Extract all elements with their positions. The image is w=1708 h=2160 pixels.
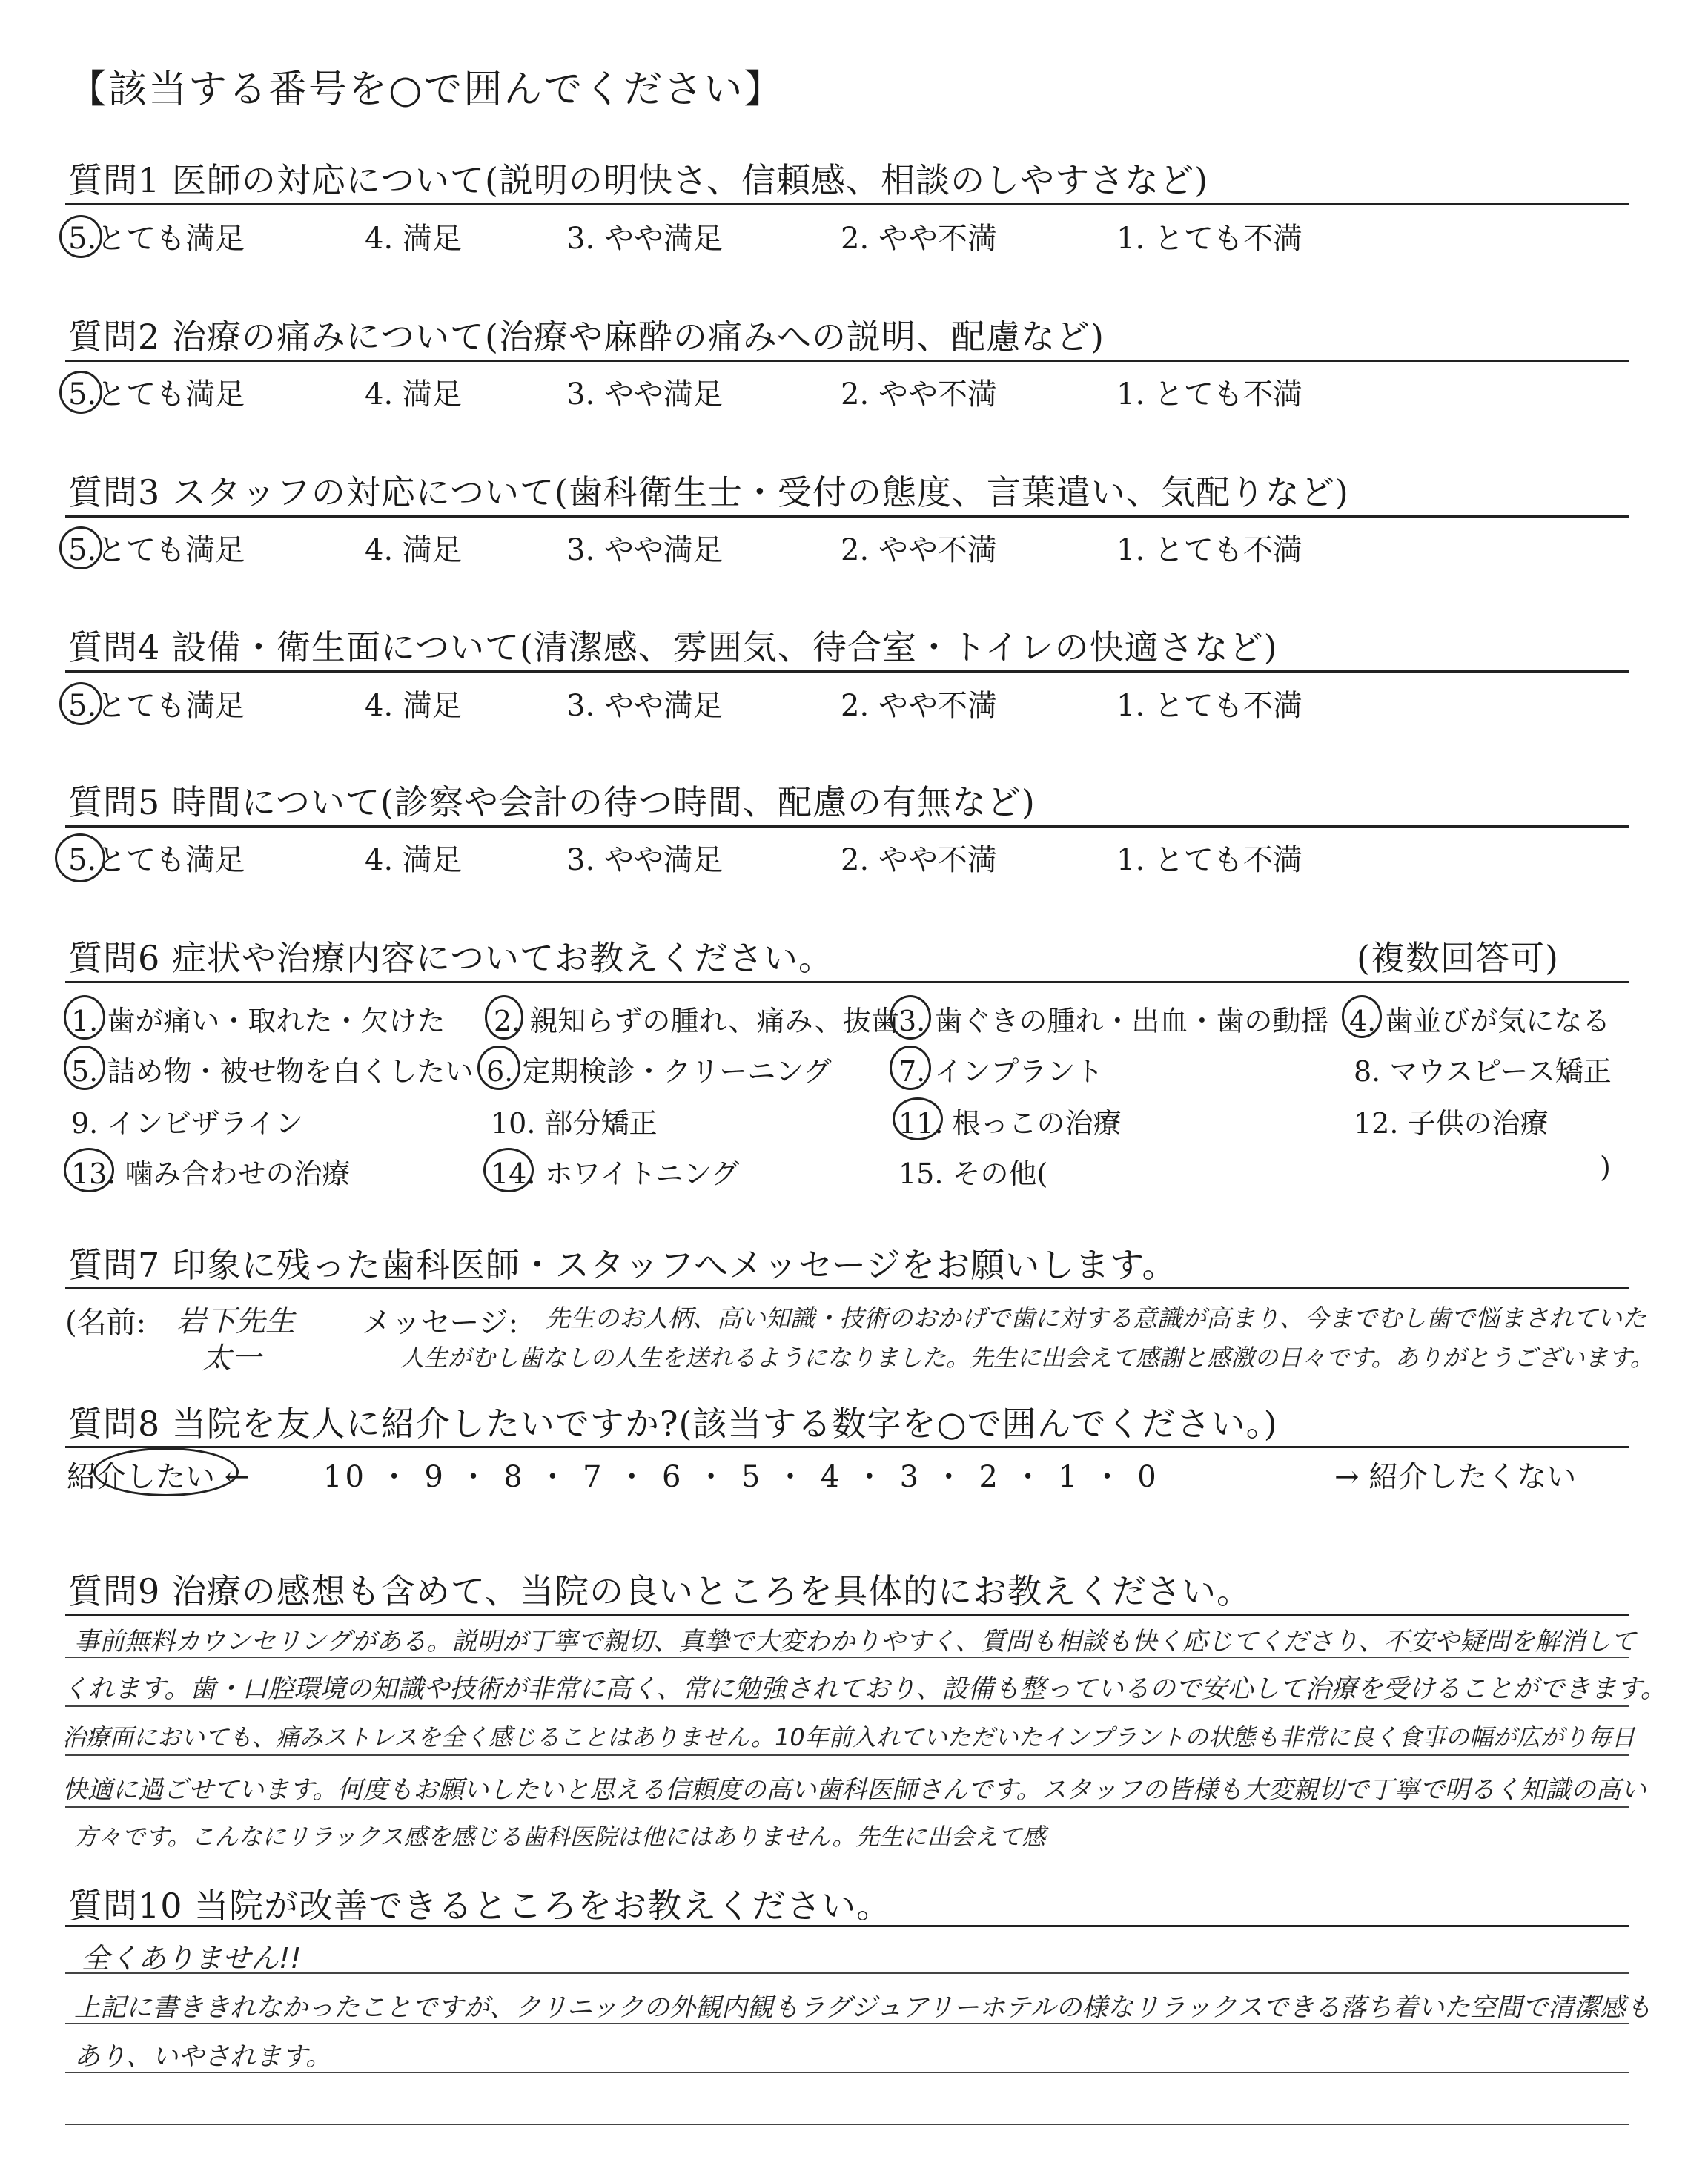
- q7-name-label: (名前:: [65, 1306, 147, 1340]
- q8-right-label[interactable]: → 紹介したくない: [1334, 1460, 1577, 1494]
- q10-line-1[interactable]: 全くありません!!: [82, 1942, 302, 1975]
- question-1-title: 質問1 医師の対応について(説明の明快さ、信頼感、相談のしやすさなど): [68, 160, 1209, 200]
- question-6-note: (複数回答可): [1357, 938, 1559, 978]
- q10-line-2[interactable]: 上記に書ききれなかったことですが、クリニックの外観内観もラグジュアリーホテルの様なリラックスできる落ち着いた空間で清潔感も: [74, 1993, 1652, 2023]
- q5-option-2[interactable]: 2. やや不満: [841, 843, 997, 877]
- q1-option-4[interactable]: 4. 満足: [365, 222, 462, 256]
- q5-option-3[interactable]: 3. やや満足: [566, 843, 723, 877]
- q2-selected-circle: [59, 371, 102, 414]
- question-2-title: 質問2 治療の痛みについて(治療や麻酔の痛みへの説明、配慮など): [68, 317, 1105, 357]
- q8-left-label[interactable]: 紹介したい ←: [67, 1460, 250, 1494]
- q6-option-9[interactable]: 9. インビザライン: [71, 1107, 304, 1140]
- q6-circle-4: [1342, 995, 1382, 1038]
- q6-option-5[interactable]: 5. 詰め物・被せ物を白くしたい: [71, 1055, 474, 1088]
- q6-option-10[interactable]: 10. 部分矯正: [491, 1107, 658, 1140]
- q10-line-rule-2: [65, 2023, 1629, 2024]
- q6-option-7[interactable]: 7. インプラント: [898, 1055, 1104, 1088]
- q6-option-15-close: ): [1600, 1151, 1611, 1183]
- q6-circle-3: [890, 995, 931, 1040]
- q1-option-1[interactable]: 1. とても不満: [1116, 222, 1302, 256]
- q9-line-4[interactable]: 快適に過ごせています。何度もお願いしたいと思える信頼度の高い歯科医師さんです。スタッフの皆様も大変親切で丁寧で明るく知識の高い: [62, 1775, 1646, 1805]
- q2-option-3[interactable]: 3. やや満足: [566, 377, 723, 412]
- q6-option-14[interactable]: 14. ホワイトニング: [491, 1157, 740, 1190]
- q1-option-2[interactable]: 2. やや不満: [841, 222, 997, 256]
- q5-option-4[interactable]: 4. 満足: [365, 843, 462, 877]
- question-10-rule: [65, 1925, 1629, 1927]
- question-8-rule: [65, 1446, 1629, 1448]
- question-4-title: 質問4 設備・衛生面について(清潔感、雰囲気、待合室・トイレの快適さなど): [68, 627, 1278, 667]
- question-3-title: 質問3 スタッフの対応について(歯科衛生士・受付の態度、言葉遣い、気配りなど): [68, 472, 1349, 512]
- q6-circle-11: [893, 1097, 943, 1140]
- q4-option-1[interactable]: 1. とても不満: [1116, 689, 1302, 723]
- q4-option-2[interactable]: 2. やや不満: [841, 689, 997, 723]
- q10-line-rule-3: [65, 2072, 1629, 2073]
- q6-option-1[interactable]: 1. 歯が痛い・取れた・欠けた: [71, 1005, 446, 1037]
- q6-option-15[interactable]: 15. その他(: [898, 1157, 1048, 1190]
- question-2-rule: [65, 360, 1629, 362]
- question-6-rule: [65, 981, 1629, 983]
- q3-option-5[interactable]: 5.とても満足: [68, 533, 245, 567]
- q6-option-11[interactable]: 11. 根っこの治療: [898, 1107, 1122, 1140]
- q6-option-12[interactable]: 12. 子供の治療: [1354, 1107, 1549, 1140]
- question-10-title: 質問10 当院が改善できるところをお教えください。: [68, 1886, 892, 1926]
- q3-option-3[interactable]: 3. やや満足: [566, 533, 723, 567]
- q1-selected-circle: [59, 215, 102, 258]
- q5-selected-circle: [55, 833, 105, 882]
- question-3-rule: [65, 515, 1629, 518]
- q3-option-2[interactable]: 2. やや不満: [841, 533, 997, 567]
- q6-circle-7: [890, 1046, 931, 1090]
- q2-option-4[interactable]: 4. 満足: [365, 377, 462, 412]
- q3-option-1[interactable]: 1. とても不満: [1116, 533, 1302, 567]
- question-9-rule: [65, 1614, 1629, 1616]
- q6-circle-14: [483, 1148, 534, 1192]
- question-1-rule: [65, 203, 1629, 205]
- q6-circle-5: [64, 1046, 105, 1090]
- question-5-title: 質問5 時間について(診察や会計の待つ時間、配慮の有無など): [68, 782, 1036, 822]
- q10-line-rule-1: [65, 1972, 1629, 1974]
- q6-option-13[interactable]: 13. 噛み合わせの治療: [71, 1157, 351, 1190]
- q6-circle-6: [477, 1046, 520, 1090]
- q5-option-1[interactable]: 1. とても不満: [1116, 843, 1302, 877]
- q2-option-1[interactable]: 1. とても不満: [1116, 377, 1302, 412]
- q6-option-2[interactable]: 2. 親知らずの腫れ、痛み、抜歯: [494, 1005, 899, 1037]
- question-9-title: 質問9 治療の感想も含めて、当院の良いところを具体的にお教えください。: [68, 1571, 1251, 1611]
- q9-line-rule-4: [65, 1806, 1629, 1808]
- q10-line-rule-4: [65, 2124, 1629, 2125]
- q7-name-value-2[interactable]: 太一: [202, 1341, 261, 1375]
- question-6-title: 質問6 症状や治療内容についてお教えください。: [68, 938, 833, 978]
- q5-option-5[interactable]: 5.とても満足: [68, 843, 245, 877]
- question-7-rule: [65, 1287, 1629, 1289]
- q1-option-3[interactable]: 3. やや満足: [566, 222, 723, 256]
- question-4-rule: [65, 670, 1629, 673]
- q8-selected-circle: [93, 1447, 239, 1496]
- q7-message-line-1[interactable]: 先生のお人柄、高い知識・技術のおかげで歯に対する意識が高まり、今までむし歯で悩まされていた: [546, 1304, 1646, 1332]
- q3-option-4[interactable]: 4. 満足: [365, 533, 462, 567]
- question-7-title: 質問7 印象に残った歯科医師・スタッフへメッセージをお願いします。: [68, 1245, 1177, 1285]
- q9-line-rule-3: [65, 1754, 1629, 1756]
- q1-option-5[interactable]: 5.とても満足: [68, 222, 245, 256]
- q2-option-5[interactable]: 5.とても満足: [68, 377, 245, 412]
- q9-line-1[interactable]: 事前無料カウンセリングがある。説明が丁寧で親切、真摯で大変わかりやすく、質問も相談も快く応じてくださり、不安や疑問を解消して: [74, 1627, 1636, 1657]
- question-5-rule: [65, 825, 1629, 828]
- q4-option-4[interactable]: 4. 満足: [365, 689, 462, 723]
- q6-option-6[interactable]: 6. 定期検診・クリーニング: [486, 1055, 832, 1088]
- question-8-title: 質問8 当院を友人に紹介したいですか?(該当する数字を○で囲んでください。): [68, 1404, 1278, 1444]
- q6-circle-1: [64, 995, 105, 1040]
- q4-option-3[interactable]: 3. やや満足: [566, 689, 723, 723]
- q4-option-5[interactable]: 5.とても満足: [68, 689, 245, 723]
- q9-line-5[interactable]: 方々です。こんなにリラックス感を感じる歯科医院は他にはありません。先生に出会えて感: [74, 1823, 1046, 1851]
- q3-selected-circle: [59, 526, 102, 569]
- q7-message-label: メッセージ:: [362, 1306, 519, 1340]
- q9-line-2[interactable]: くれます。歯・口腔環境の知識や技術が非常に高く、常に勉強されており、設備も整っているので安心して治療を受けることができます。: [62, 1674, 1666, 1704]
- q6-circle-2: [485, 995, 523, 1040]
- page-header: 【該当する番号を○で囲んでください】: [68, 67, 784, 112]
- q7-name-value-1[interactable]: 岩下先生: [176, 1304, 295, 1338]
- q2-option-2[interactable]: 2. やや不満: [841, 377, 997, 412]
- q7-message-line-2[interactable]: 人生がむし歯なしの人生を送れるようになりました。先生に出会えて感謝と感激の日々です。ありがとうございます。: [400, 1344, 1654, 1372]
- q6-circle-13: [64, 1148, 114, 1192]
- q10-line-3[interactable]: あり、いやされます。: [74, 2042, 332, 2072]
- q6-option-4[interactable]: 4. 歯並びが気になる: [1349, 1005, 1611, 1037]
- q6-option-8[interactable]: 8. マウスピース矯正: [1354, 1055, 1612, 1088]
- q9-line-rule-2: [65, 1705, 1629, 1707]
- q9-line-3[interactable]: 治療面においても、痛みストレスを全く感じることはありません。10年前入れていただいたインプラントの状態も非常に良く食事の幅が広がり毎日: [62, 1723, 1635, 1751]
- q8-scale[interactable]: 10 ・ 9 ・ 8 ・ 7 ・ 6 ・ 5 ・ 4 ・ 3 ・ 2 ・ 1 ・ 0: [323, 1460, 1159, 1494]
- q6-option-3[interactable]: 3. 歯ぐきの腫れ・出血・歯の動揺: [898, 1005, 1329, 1037]
- q9-line-rule-1: [65, 1657, 1629, 1658]
- q4-selected-circle: [59, 682, 102, 725]
